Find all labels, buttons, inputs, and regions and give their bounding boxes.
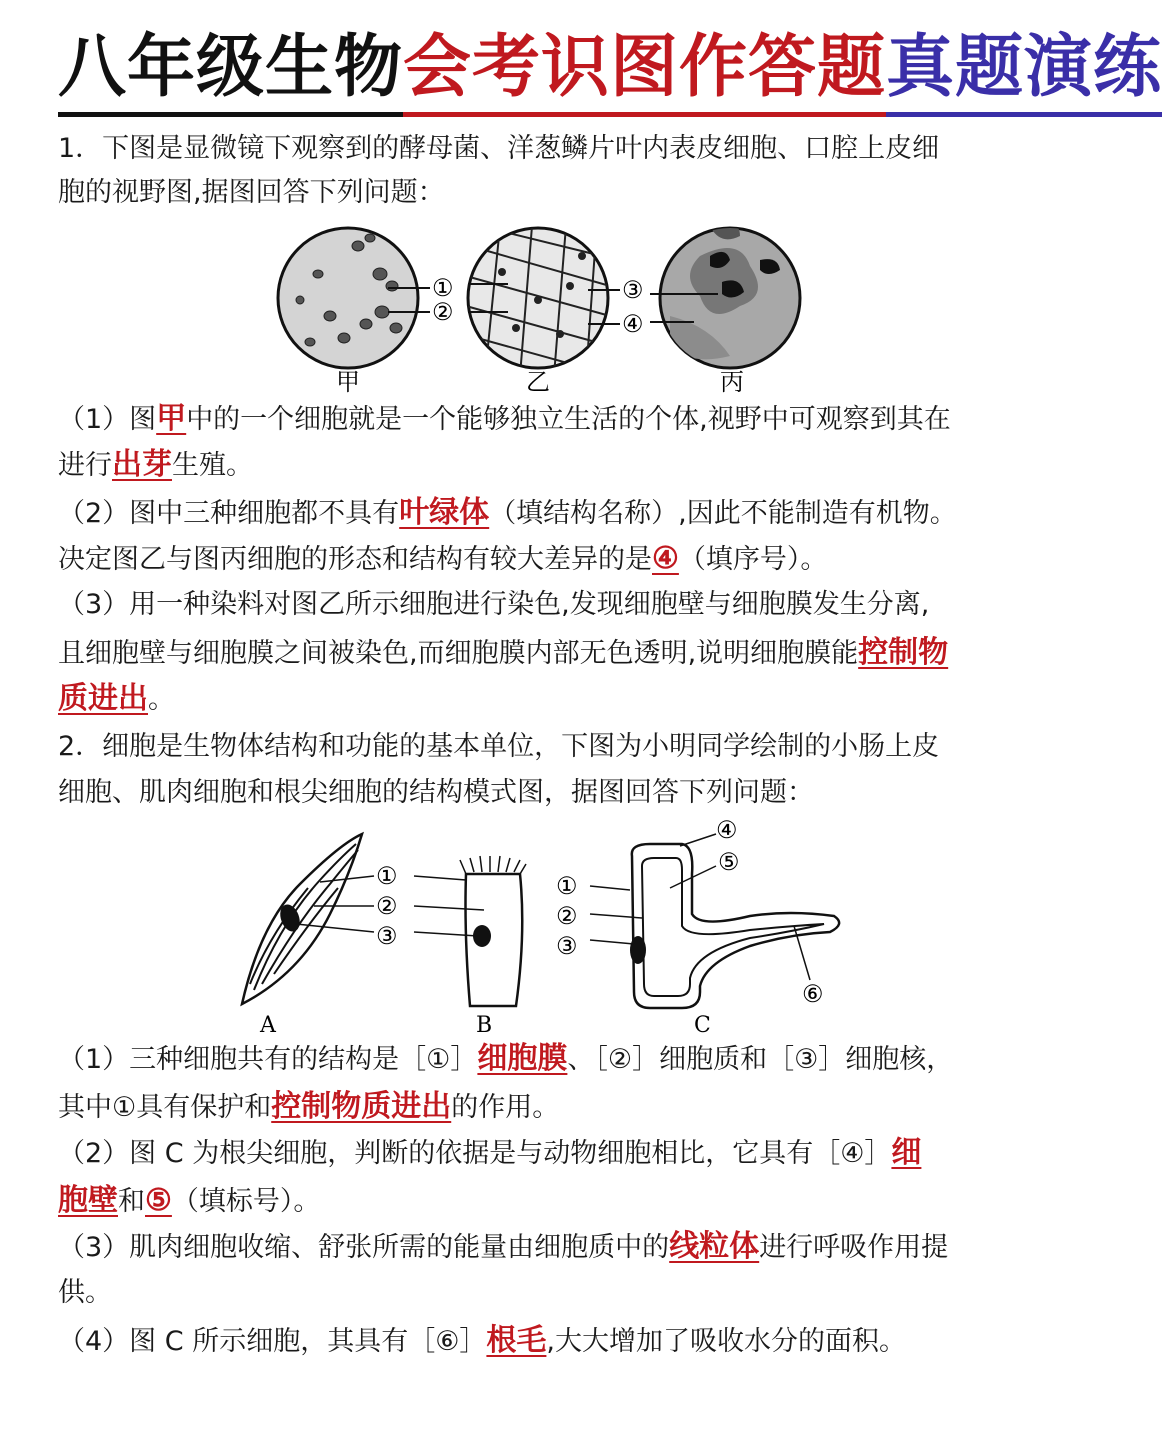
answer: 叶绿体 (399, 495, 490, 530)
q1-stem-line-1: 1．下图是显微镜下观察到的酵母菌、洋葱鳞片叶内表皮细胞、口腔上皮细 (58, 133, 940, 164)
answer: 质进出 (58, 681, 148, 716)
q2-stem-line-1: 2．细胞是生物体结构和功能的基本单位，下图为小明同学绘制的小肠上皮 (58, 731, 940, 762)
answer: ⑤ (145, 1183, 172, 1218)
answer: 细 (891, 1135, 922, 1170)
fig2-label-A: A (260, 1013, 276, 1038)
q2-cell-diagram-figure (230, 814, 850, 1038)
yeast-view (278, 228, 418, 368)
fig1-label-jia: 甲 (336, 368, 360, 396)
q1-s2-line-1: （2）图中三种细胞都不具有叶绿体（填结构名称）,因此不能制造有机物。 (58, 495, 957, 530)
onion-cell-view (466, 226, 610, 376)
fig2-A-label-1: ① (376, 862, 398, 890)
q1-s1-line-1: （1）图甲中的一个细胞就是一个能够独立生活的个体,视野中可观察到其在 (58, 401, 951, 436)
answer: 出芽 (112, 447, 172, 482)
q2-s2-line-2: 胞壁和⑤（填标号）。 (58, 1183, 321, 1218)
answer: 线粒体 (669, 1229, 760, 1264)
answer: 甲 (156, 401, 187, 436)
intestine-cell-B (460, 856, 526, 1006)
q2-s1-line-1: （1）三种细胞共有的结构是［①］细胞膜、［②］细胞质和［③］细胞核， (58, 1041, 954, 1076)
q1-stem-line-2: 胞的视野图,据图回答下列问题： (58, 177, 445, 208)
answer: 根毛 (486, 1323, 547, 1358)
answer: 控制物质进出 (271, 1089, 452, 1124)
q1-s2-line-2: 决定图乙与图丙细胞的形态和结构有较大差异的是④（填序号）。 (58, 541, 828, 576)
title-part-3: 真题演练 (886, 28, 1162, 117)
page-title (58, 28, 1162, 118)
cheek-cell-view (660, 223, 800, 368)
answer: 控制物 (858, 635, 949, 670)
fig2-A-label-3: ③ (376, 922, 398, 950)
title-part-2: 会考识图作答题 (403, 28, 886, 117)
fig1-label-4: ④ (622, 310, 644, 338)
q1-s3-line-1: （3）用一种染料对图乙所示细胞进行染色,发现细胞壁与细胞膜发生分离, (58, 589, 930, 620)
q2-s3-line-2: 供。 (58, 1277, 112, 1308)
q1-s1-line-2: 进行出芽生殖。 (58, 447, 253, 482)
fig2-C-label-3: ③ (556, 932, 578, 960)
q2-s4-line-1: （4）图 C 所示细胞，其具有［⑥］根毛,大大增加了吸收水分的面积。 (58, 1323, 906, 1358)
q1-s3-line-2: 且细胞壁与细胞膜之间被染色,而细胞膜内部无色透明,说明细胞膜能控制物 (58, 635, 949, 670)
muscle-cell-A (242, 834, 362, 1004)
fig1-label-yi: 乙 (526, 368, 550, 396)
fig2-C-label-6: ⑥ (802, 980, 824, 1008)
fig1-label-3: ③ (622, 276, 644, 304)
fig1-label-1: ① (432, 274, 454, 302)
q2-stem-line-2: 细胞、肌肉细胞和根尖细胞的结构模式图，据图回答下列问题： (58, 777, 814, 808)
fig2-C-label-1: ① (556, 872, 578, 900)
fig2-label-B: B (476, 1013, 493, 1038)
fig2-A-label-2: ② (376, 892, 398, 920)
fig1-label-2: ② (432, 298, 454, 326)
answer: ④ (652, 541, 679, 576)
fig2-C-label-4: ④ (716, 816, 738, 844)
q2-s2-line-1: （2）图 C 为根尖细胞，判断的依据是与动物细胞相比，它具有［④］细 (58, 1135, 922, 1170)
fig2-C-label-5: ⑤ (718, 848, 740, 876)
q2-s3-line-1: （3）肌肉细胞收缩、舒张所需的能量由细胞质中的线粒体进行呼吸作用提 (58, 1229, 949, 1264)
answer: 细胞膜 (477, 1041, 568, 1076)
title-part-1: 八年级生物 (58, 28, 403, 117)
q1-microscope-figure (270, 216, 810, 398)
q2-s1-line-2: 其中①具有保护和控制物质进出的作用。 (58, 1089, 560, 1124)
q1-s3-line-3: 质进出。 (58, 681, 175, 716)
fig2-label-C: C (694, 1013, 711, 1038)
fig1-label-bing: 丙 (720, 368, 744, 396)
fig2-C-label-2: ② (556, 902, 578, 930)
answer: 胞壁 (58, 1183, 118, 1218)
